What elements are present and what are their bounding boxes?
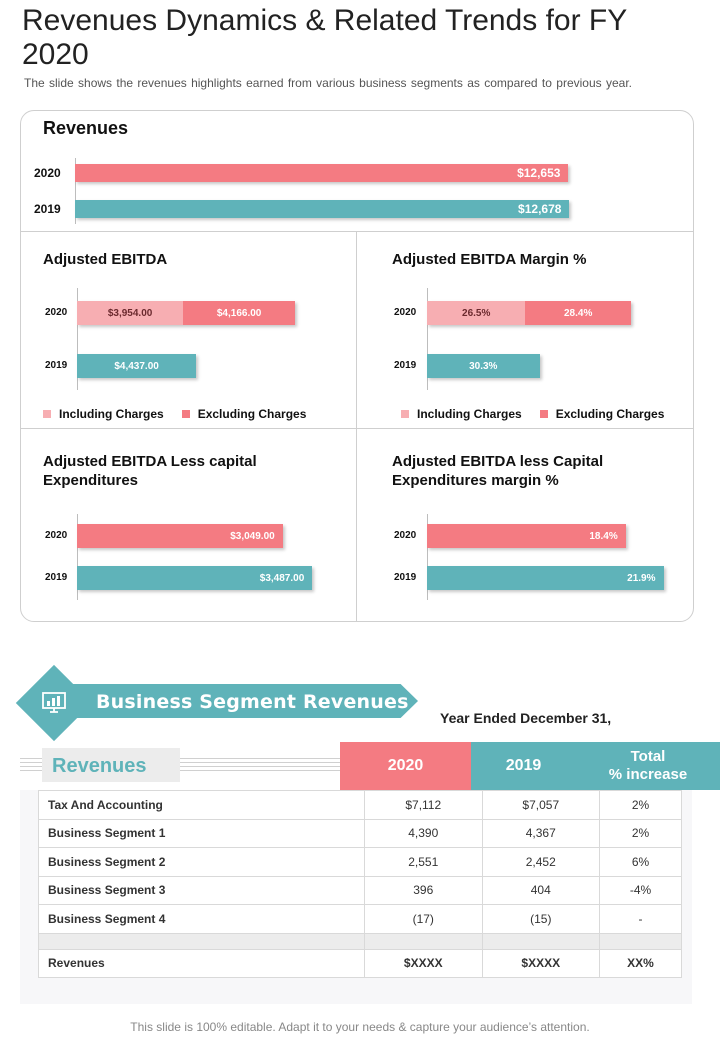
value-2019: 2,452 — [482, 848, 600, 877]
bar-value-label: $4,437.00 — [114, 360, 159, 372]
page-title: Revenues Dynamics & Related Trends for FY 2020 — [22, 4, 627, 71]
year-tick-label: 2020 — [45, 307, 68, 318]
bar — [75, 200, 569, 218]
table-row — [39, 848, 682, 877]
value-2019: (15) — [482, 905, 600, 934]
value-pct: 2% — [600, 819, 682, 848]
value-2020: 396 — [365, 876, 483, 905]
spacer-cell — [39, 933, 365, 949]
value-2019: 4,367 — [482, 819, 600, 848]
table-total-row — [39, 949, 682, 977]
bar — [77, 524, 283, 548]
bar-value-label: $4,166.00 — [216, 307, 262, 319]
bar — [77, 566, 312, 590]
legend-label: Excluding Charges — [555, 407, 665, 421]
page-subtitle: The slide shows the revenues highlights earned from various business segments as compared to previous year. — [24, 76, 632, 90]
row-label: Business Segment 4 — [39, 905, 365, 934]
total-pct: XX% — [600, 949, 682, 977]
spacer-cell — [600, 933, 682, 949]
legend-swatch — [401, 410, 409, 418]
year-tick-label: 2020 — [45, 530, 68, 541]
year-tick-label: 2019 — [45, 360, 68, 371]
stacked-bar — [77, 354, 196, 378]
value-2020: $7,112 — [365, 791, 483, 820]
table-row — [39, 905, 682, 934]
legend-swatch — [540, 410, 548, 418]
bar-value-label: $3,487.00 — [259, 572, 305, 584]
bar-value-label: $3,954.00 — [107, 307, 153, 319]
year-tick-label: 2019 — [45, 572, 68, 583]
value-2020: (17) — [365, 905, 483, 934]
bar-value-label: 18.4% — [589, 530, 618, 542]
row-label: Business Segment 3 — [39, 876, 365, 905]
revenues-chart-title: Revenues — [43, 118, 129, 138]
ebitda-chart-title: Adjusted EBITDA — [43, 251, 168, 268]
year-tick-label: 2019 — [394, 360, 417, 371]
legend-label: Including Charges — [59, 407, 164, 421]
value-pct: - — [600, 905, 682, 934]
revenues-label: Revenues — [52, 755, 147, 777]
spacer-cell — [482, 933, 600, 949]
bar-value-label: 28.4% — [563, 307, 593, 319]
year-tick-label: 2020 — [34, 166, 61, 180]
stacked-bar — [427, 354, 540, 378]
value-2019: $7,057 — [482, 791, 600, 820]
total-2019: $XXXX — [482, 949, 600, 977]
legend-swatch — [182, 410, 190, 418]
row-label: Tax And Accounting — [39, 791, 365, 820]
bar-value-label: $12,653 — [517, 166, 561, 180]
value-pct: 6% — [600, 848, 682, 877]
year-ended-label: Year Ended December 31, — [440, 710, 612, 726]
column-header-2019: 2019 — [471, 742, 576, 790]
spacer-cell — [365, 933, 483, 949]
legend-including-charges — [43, 407, 164, 421]
bar — [427, 566, 664, 590]
monitor-chart-icon — [40, 689, 68, 717]
value-2020: 2,551 — [365, 848, 483, 877]
year-tick-label: 2019 — [34, 202, 61, 216]
stacked-bar — [77, 301, 295, 325]
ebitda-legend — [43, 407, 324, 421]
ebitda-capex-chart-title: Adjusted EBITDA Less capital Expenditures — [43, 453, 257, 489]
legend-including-charges — [401, 407, 522, 421]
bar-value-label: 30.3% — [469, 360, 498, 372]
bar-value-label: 21.9% — [627, 572, 656, 584]
table-spacer-row — [39, 933, 682, 949]
stacked-bar — [427, 301, 631, 325]
year-tick-label: 2020 — [394, 530, 417, 541]
table-row — [39, 876, 682, 905]
table-row — [39, 819, 682, 848]
total-2020: $XXXX — [365, 949, 483, 977]
table-row — [39, 791, 682, 820]
total-label: Revenues — [39, 949, 365, 977]
ebitda-capex-margin-chart-title: Adjusted EBITDA less Capital Expenditures margin % — [392, 453, 604, 489]
column-header-2020: 2020 — [340, 742, 471, 790]
column-header-total-increase: Total % increase — [576, 742, 720, 790]
bar-value-label: $3,049.00 — [230, 530, 275, 542]
bar — [427, 524, 626, 548]
legend-excluding-charges — [540, 407, 665, 421]
ebitda-margin-chart-title: Adjusted EBITDA Margin % — [392, 251, 587, 268]
panel-divider-top — [21, 231, 693, 232]
bar-value-label: 26.5% — [462, 307, 491, 319]
legend-excluding-charges — [182, 407, 307, 421]
row-label: Business Segment 1 — [39, 819, 365, 848]
legend-swatch — [43, 410, 51, 418]
legend-label: Excluding Charges — [197, 407, 307, 421]
panel-divider-middle — [21, 428, 693, 429]
segment-revenue-table — [38, 790, 682, 978]
value-pct: 2% — [600, 791, 682, 820]
bar-value-label: $12,678 — [518, 202, 562, 216]
year-tick-label: 2020 — [394, 307, 417, 318]
segment-banner-title: Business Segment Revenues — [96, 691, 409, 713]
legend-label: Including Charges — [417, 407, 522, 421]
ebitda-margin-legend — [401, 407, 682, 421]
panel-divider-vertical — [356, 232, 357, 621]
bar — [75, 164, 568, 182]
value-pct: -4% — [600, 876, 682, 905]
row-label: Business Segment 2 — [39, 848, 365, 877]
value-2019: 404 — [482, 876, 600, 905]
footer-note: This slide is 100% editable. Adapt it to your needs & capture your audience’s attention. — [130, 1020, 590, 1034]
value-2020: 4,390 — [365, 819, 483, 848]
year-tick-label: 2019 — [394, 572, 417, 583]
